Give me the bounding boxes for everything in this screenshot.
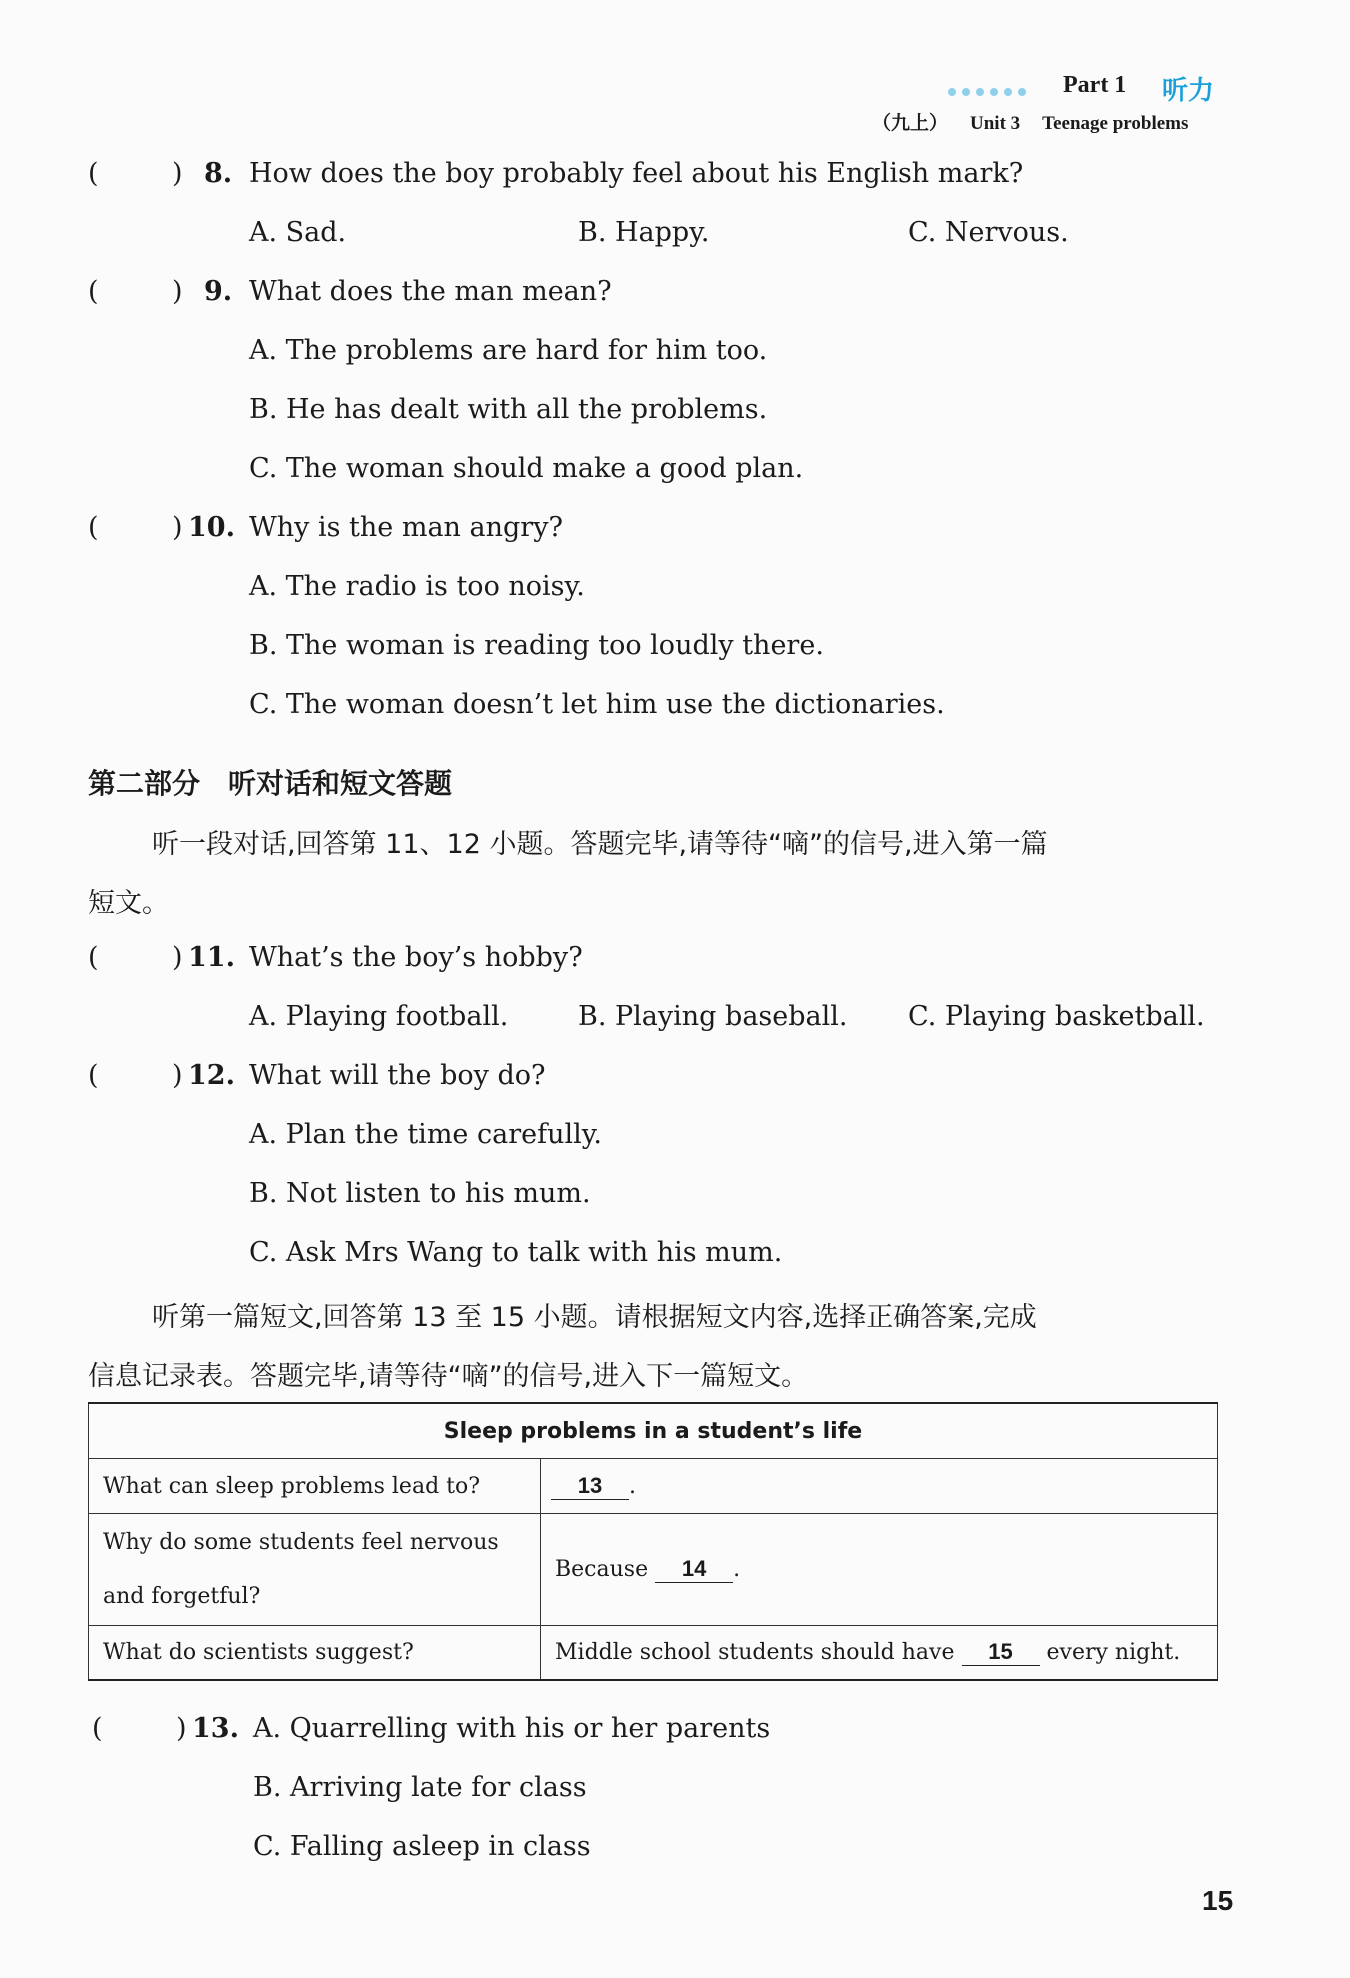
question-number: 12. xyxy=(188,1060,235,1091)
section-title: 第二部分 听对话和短文答题 xyxy=(88,767,453,800)
instruction-text: 听第一篇短文,回答第 13 至 15 小题。请根据短文内容,选择正确答案,完成 xyxy=(152,1302,1037,1333)
option-c: C. The woman doesn’t let him use the dictionaries. xyxy=(249,689,945,720)
option-b: B. He has dealt with all the problems. xyxy=(249,394,768,425)
table-title: Sleep problems in a student’s life xyxy=(89,1403,1218,1459)
question-number: 9. xyxy=(204,276,233,307)
option-b: B. The woman is reading too loudly there. xyxy=(249,630,824,661)
answer-bracket-open: ( xyxy=(88,158,99,189)
page-number: 15 xyxy=(1202,1885,1234,1916)
table-question-cell: Why do some students feel nervous and forgetful? xyxy=(89,1514,541,1626)
instruction-text: 听一段对话,回答第 11、12 小题。答题完毕,请等待“嘀”的信号,进入第一篇 xyxy=(152,829,1048,860)
question-stem: Why is the man angry? xyxy=(249,512,563,543)
answer-blank: 14 xyxy=(655,1556,733,1583)
question-stem: How does the boy probably feel about his English mark? xyxy=(249,158,1024,189)
info-record-table xyxy=(88,1402,1218,1681)
answer-prefix: Because xyxy=(555,1557,649,1582)
answer-bracket-open: ( xyxy=(88,1060,99,1091)
header-part: Part 1 xyxy=(1063,72,1127,98)
answer-prefix: Middle school students should have xyxy=(555,1639,955,1665)
table-row xyxy=(89,1459,1218,1514)
answer-bracket-open: ( xyxy=(92,1713,103,1744)
question-number: 13. xyxy=(192,1713,239,1744)
option-c: C. Playing basketball. xyxy=(908,1001,1205,1032)
instruction-text: 短文。 xyxy=(88,888,169,919)
header-section: 听力 xyxy=(1162,76,1215,106)
table-answer-cell xyxy=(541,1459,1218,1514)
option-a: A. Quarrelling with his or her parents xyxy=(253,1713,771,1744)
question-number: 8. xyxy=(204,158,233,189)
header-dots xyxy=(948,88,1026,96)
table-question-cell: What do scientists suggest? xyxy=(89,1626,541,1680)
answer-bracket-close: ) xyxy=(176,1713,187,1744)
option-c: C. The woman should make a good plan. xyxy=(249,453,804,484)
table-row xyxy=(89,1626,1218,1680)
header-unit: Unit 3 xyxy=(970,113,1021,134)
answer-suffix: . xyxy=(733,1557,741,1582)
answer-bracket-close: ) xyxy=(172,942,183,973)
option-b: B. Playing baseball. xyxy=(578,1001,848,1032)
header-unit-title: Teenage problems xyxy=(1042,113,1189,134)
table-question-cell: What can sleep problems lead to? xyxy=(89,1459,541,1514)
option-a: A. Sad. xyxy=(249,217,347,248)
answer-bracket-open: ( xyxy=(88,512,99,543)
question-number: 11. xyxy=(188,942,235,973)
instruction-text: 信息记录表。答题完毕,请等待“嘀”的信号,进入下一篇短文。 xyxy=(88,1361,809,1392)
option-a: A. The problems are hard for him too. xyxy=(249,335,768,366)
option-a: A. Plan the time carefully. xyxy=(249,1119,602,1150)
question-stem: What’s the boy’s hobby? xyxy=(249,942,583,973)
table-answer-cell xyxy=(541,1626,1218,1680)
answer-bracket-close: ) xyxy=(172,276,183,307)
answer-bracket-close: ) xyxy=(172,1060,183,1091)
option-a: A. Playing football. xyxy=(249,1001,509,1032)
option-b: B. Not listen to his mum. xyxy=(249,1178,591,1209)
header-grade: （九上） xyxy=(872,113,949,134)
answer-bracket-open: ( xyxy=(88,276,99,307)
answer-blank: 15 xyxy=(962,1639,1040,1666)
answer-bracket-close: ) xyxy=(172,158,183,189)
option-b: B. Arriving late for class xyxy=(253,1772,587,1803)
option-c: C. Nervous. xyxy=(908,217,1069,248)
question-stem: What will the boy do? xyxy=(249,1060,546,1091)
table-header-row xyxy=(89,1403,1218,1459)
answer-blank: 13 xyxy=(551,1473,629,1500)
option-a: A. The radio is too noisy. xyxy=(249,571,585,602)
table-answer-cell xyxy=(541,1514,1218,1626)
header-unit-line xyxy=(872,108,1188,135)
answer-suffix: every night. xyxy=(1046,1639,1181,1665)
option-c: C. Ask Mrs Wang to talk with his mum. xyxy=(249,1237,783,1268)
table-row xyxy=(89,1514,1218,1626)
option-c: C. Falling asleep in class xyxy=(253,1831,591,1862)
answer-bracket-open: ( xyxy=(88,942,99,973)
option-b: B. Happy. xyxy=(578,217,710,248)
question-number: 10. xyxy=(188,512,235,543)
question-stem: What does the man mean? xyxy=(249,276,612,307)
answer-bracket-close: ) xyxy=(172,512,183,543)
answer-suffix: . xyxy=(629,1473,636,1499)
